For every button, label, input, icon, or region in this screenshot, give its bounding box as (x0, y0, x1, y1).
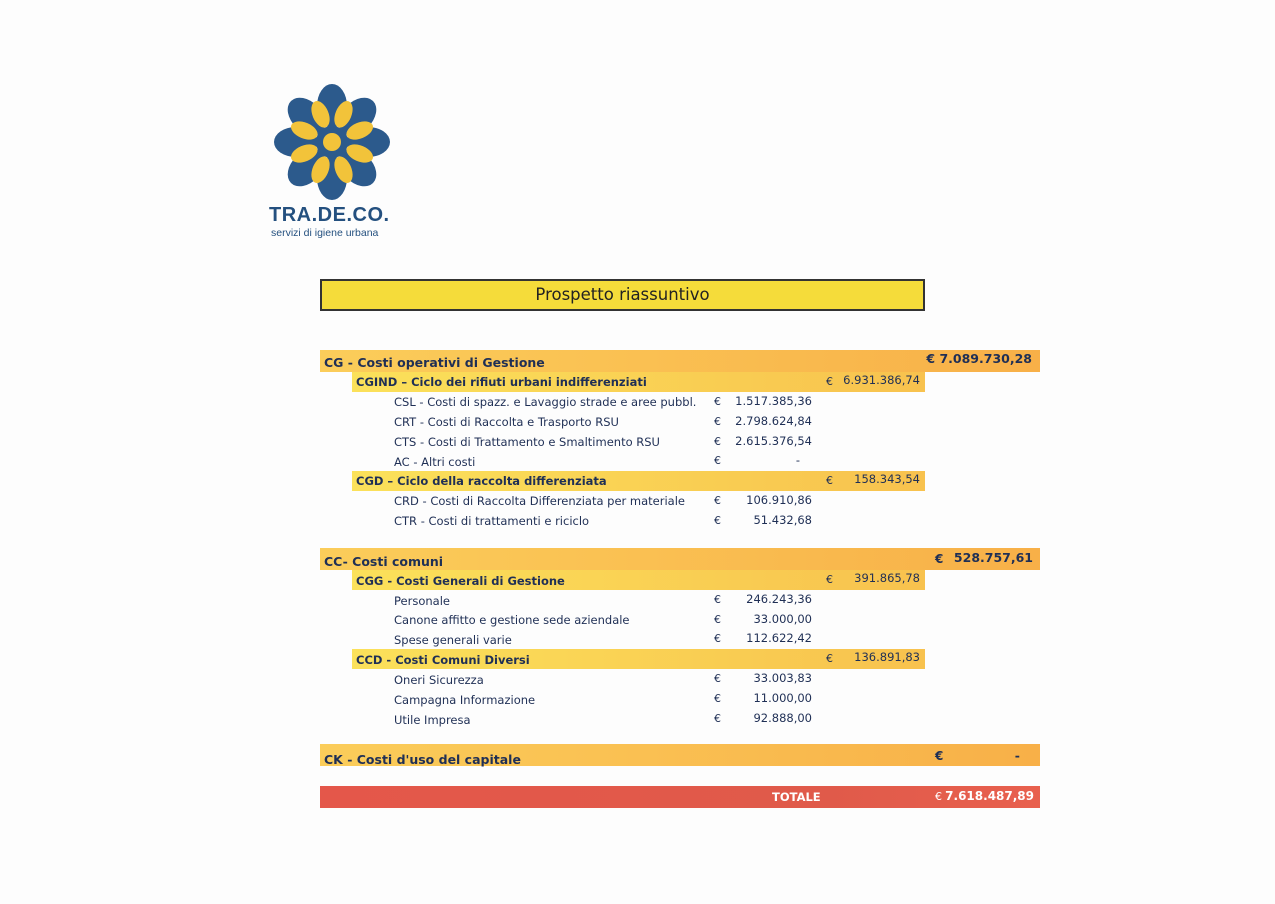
subsection-label-cgd: CGD – Ciclo della raccolta differenziata (356, 474, 607, 488)
currency-symbol: € (714, 454, 721, 467)
line-item-label: CTS - Costi di Trattamento e Smaltimento RSU (394, 435, 660, 449)
section-label-cc: CC- Costi comuni (324, 554, 444, 569)
line-item-label: CTR - Costi di trattamenti e riciclo (394, 514, 590, 528)
section-amount-ck: - (1014, 748, 1020, 763)
currency-symbol: € (826, 474, 833, 487)
line-item-label: CRT - Costi di Raccolta e Trasporto RSU (394, 415, 619, 429)
logo-tagline: servizi di igiene urbana (271, 227, 379, 239)
line-item-amount: 106.910,86 (746, 493, 812, 507)
line-item-amount: 246.243,36 (746, 592, 812, 606)
line-item-label: CRD - Costi di Raccolta Differenziata per materiale (394, 494, 685, 508)
line-item-amount: 2.615.376,54 (735, 434, 812, 448)
flower-logo-icon (270, 80, 394, 204)
currency-symbol: € (714, 632, 721, 645)
subsection-label-cgg: CGG - Costi Generali di Gestione (356, 574, 565, 588)
line-item-label: Personale (394, 594, 450, 608)
line-item-amount: - (795, 453, 800, 467)
subsection-amount-cgd: 158.343,54 (854, 472, 920, 486)
line-item-amount: 92.888,00 (753, 711, 812, 725)
currency-symbol: € (714, 672, 721, 685)
line-item-amount: 11.000,00 (753, 691, 812, 705)
section-label-cg: CG - Costi operativi di Gestione (324, 355, 545, 370)
subsection-label-cgind: CGIND – Ciclo dei rifiuti urbani indifferenziati (356, 375, 647, 389)
line-item-label: CSL - Costi di spazz. e Lavaggio strade e aree pubbl. (394, 395, 697, 409)
section-label-ck: CK - Costi d'uso del capitale (324, 752, 521, 767)
line-item-label: Campagna Informazione (394, 693, 536, 707)
currency-symbol: € (714, 692, 721, 705)
page-title: Prospetto riassuntivo (320, 279, 925, 311)
line-item-label: Canone affitto e gestione sede aziendale (394, 613, 630, 627)
line-item-amount: 33.003,83 (753, 671, 812, 685)
currency-symbol: € (714, 435, 721, 448)
currency-symbol: € (714, 494, 721, 507)
total-label: TOTALE (772, 790, 821, 804)
currency-symbol: € (714, 712, 721, 725)
line-item-label: Spese generali varie (394, 633, 512, 647)
subsection-amount-cgg: 391.865,78 (854, 571, 920, 585)
subsection-amount-ccd: 136.891,83 (854, 650, 920, 664)
line-item-amount: 2.798.624,84 (735, 414, 812, 428)
currency-symbol: € (714, 514, 721, 527)
company-logo (268, 80, 408, 204)
line-item-amount: 51.432,68 (753, 513, 812, 527)
logo-name: TRA.DE.CO. (269, 204, 390, 226)
currency-symbol: € (714, 613, 721, 626)
line-item-label: AC - Altri costi (394, 455, 476, 469)
line-item-amount: 112.622,42 (746, 631, 812, 645)
subsection-amount-cgind: 6.931.386,74 (843, 373, 920, 387)
section-amount-cg: € 7.089.730,28 (926, 351, 1032, 366)
line-item-label: Oneri Sicurezza (394, 673, 484, 687)
currency-symbol: € (714, 415, 721, 428)
subsection-label-ccd: CCD - Costi Comuni Diversi (356, 653, 530, 667)
line-item-label: Utile Impresa (394, 713, 471, 727)
total-bar (320, 786, 1040, 808)
currency-symbol: € (826, 573, 833, 586)
currency-symbol: € (714, 395, 721, 408)
total-amount: 7.618.487,89 (945, 789, 1034, 803)
currency-symbol: € (826, 652, 833, 665)
line-item-amount: 33.000,00 (753, 612, 812, 626)
currency-symbol: € (935, 552, 944, 566)
currency-symbol: € (935, 749, 944, 763)
currency-symbol: € (935, 790, 942, 803)
currency-symbol: € (826, 375, 833, 388)
line-item-amount: 1.517.385,36 (735, 394, 812, 408)
section-amount-cc: 528.757,61 (953, 550, 1033, 565)
currency-symbol: € (714, 593, 721, 606)
